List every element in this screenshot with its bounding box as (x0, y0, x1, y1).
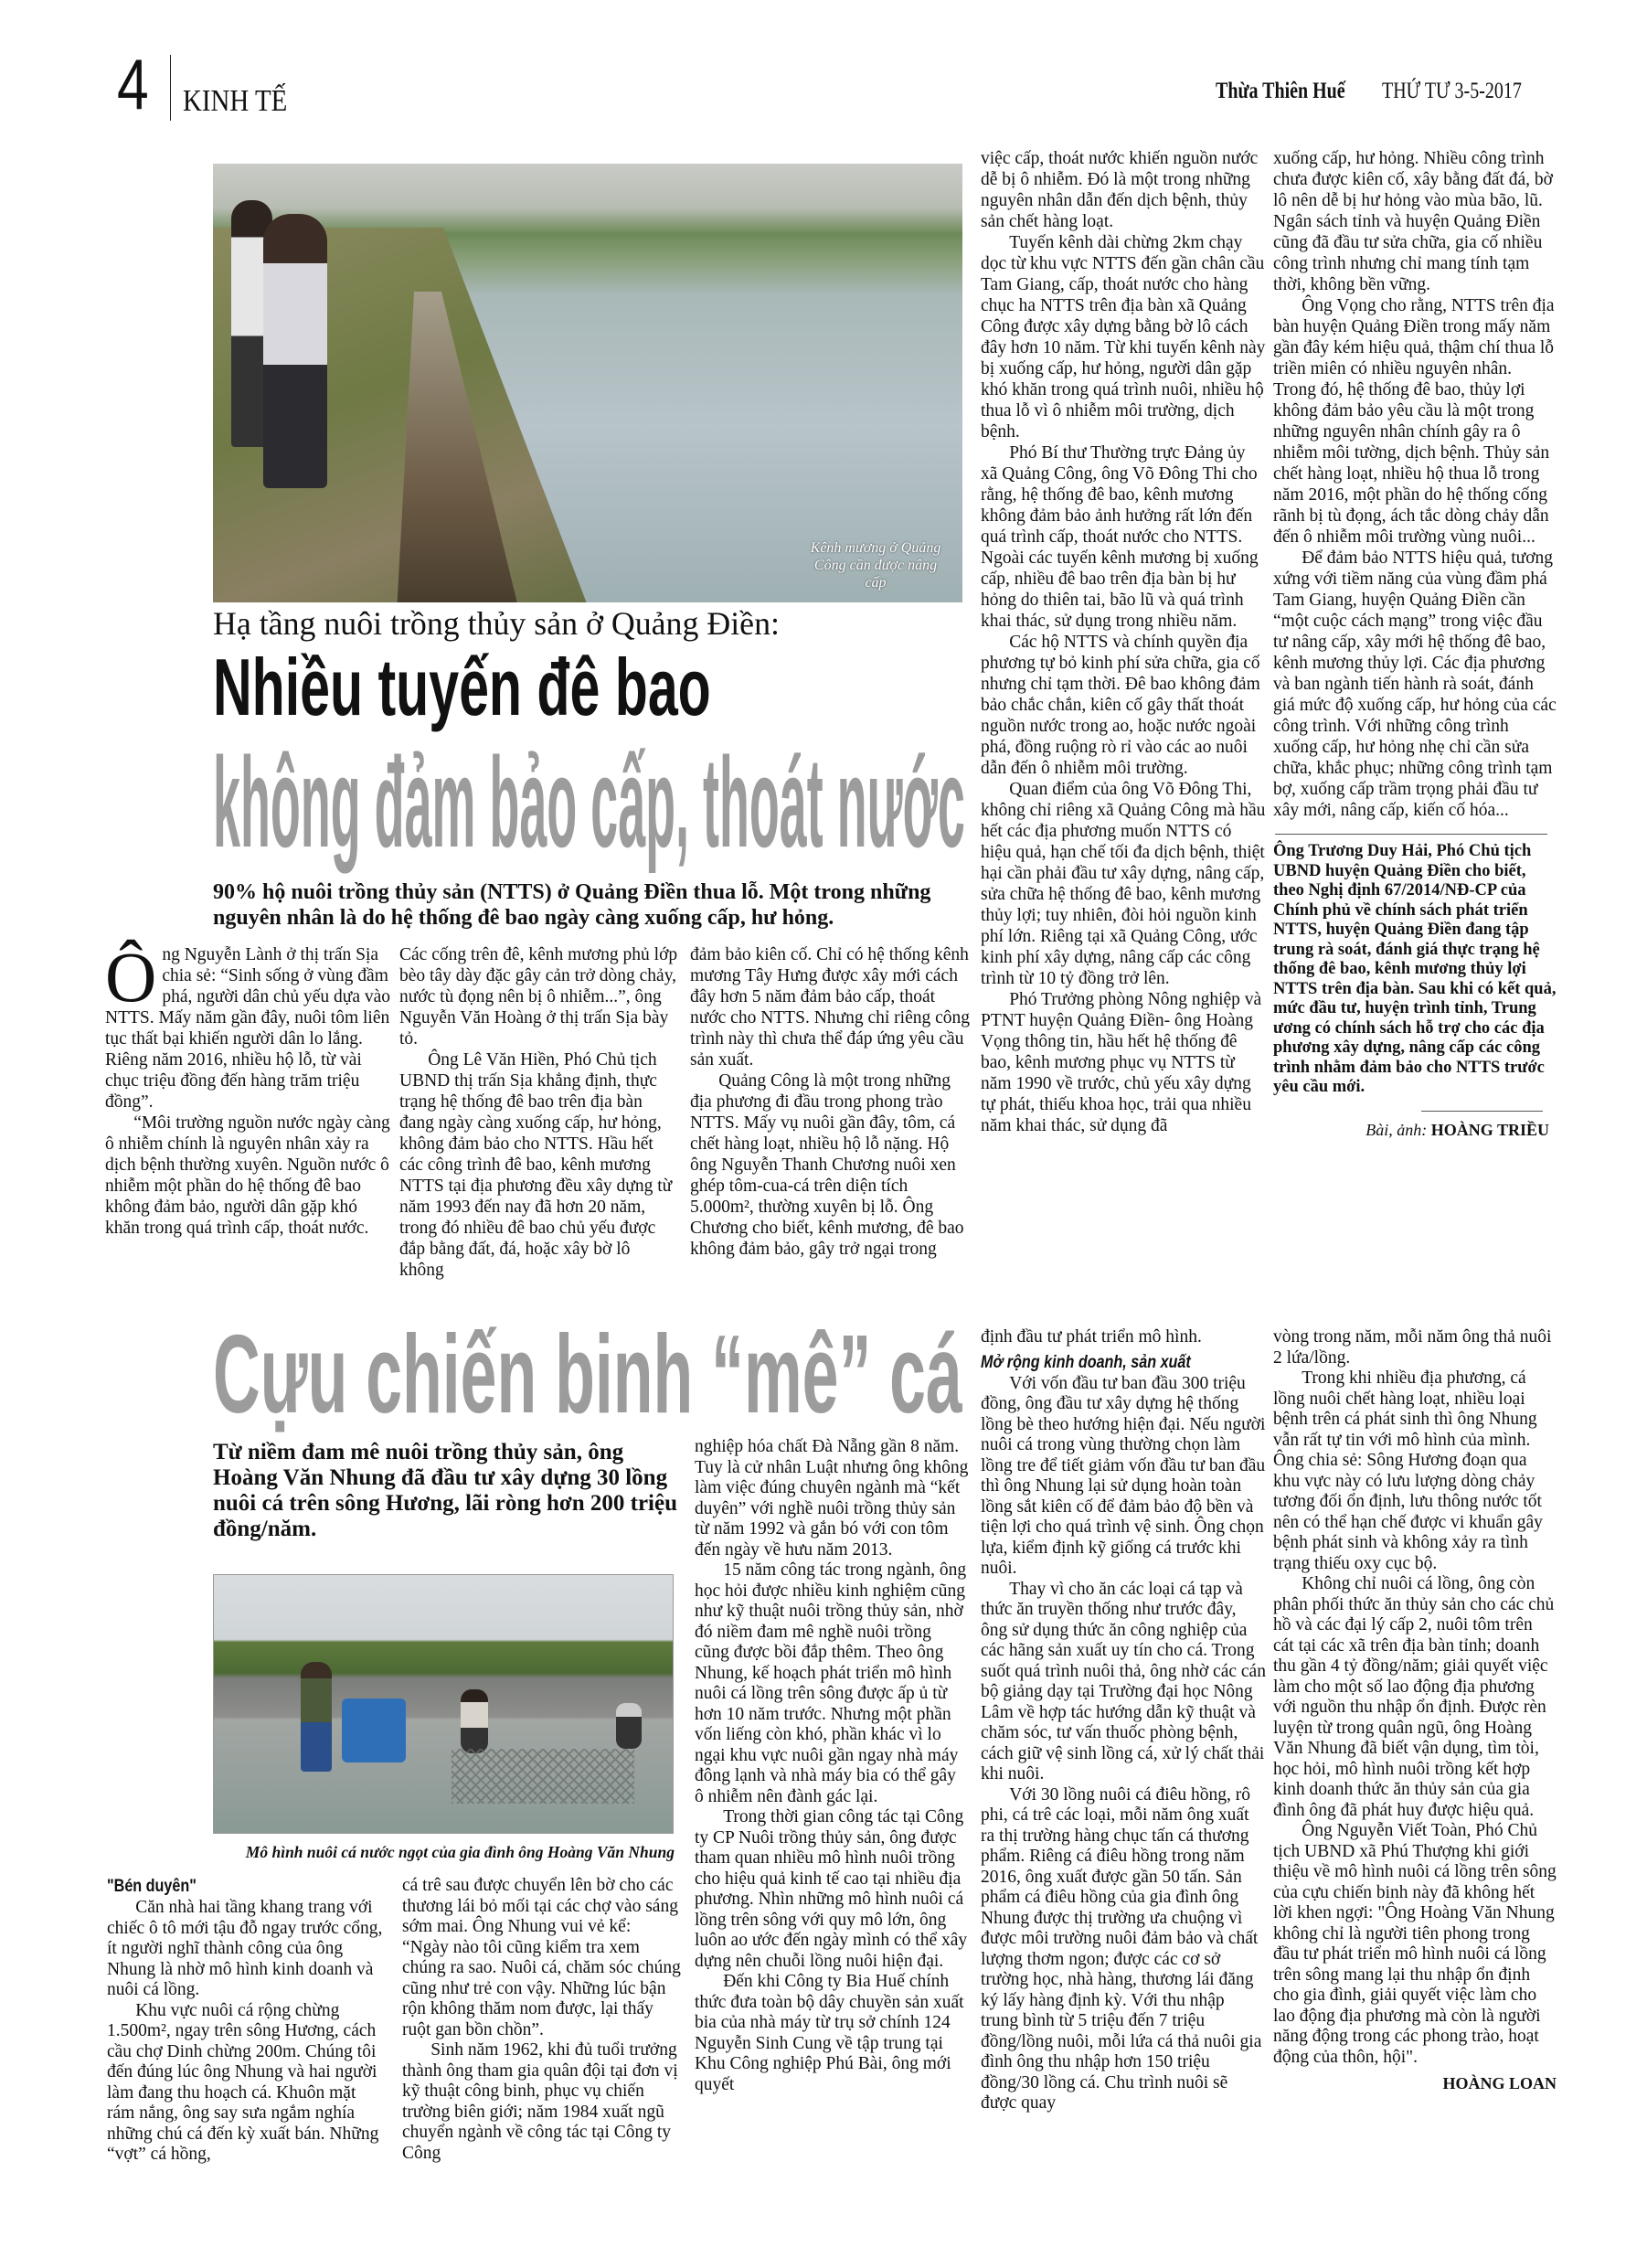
column-5 (1273, 148, 1557, 821)
photo-net (452, 1749, 634, 1804)
section-title: KINH TẾ (183, 84, 288, 118)
paragraph: định đầu tư phát triển mô hình. (981, 1327, 1202, 1347)
headline-text: Cựu chiến binh “mê” cá (213, 1312, 962, 1436)
article-kicker (213, 605, 780, 642)
paragraph: Ông Nguyễn Viết Toàn, Phó Chủ tịch UBND xã Phú Thượng khi giới thiệu về mô hình nuôi cá lồng trên sông của cựu chiến binh này đã không hết lời khen ngợi: "Ông Hoàng Văn Nhung không chỉ là người tiên phong trong đầu tư phát triển mô hình nuôi cá lồng trên sông mang lại thu nhập ổn định cho gia đình, giải quyết việc làm cho lao động địa phương mà còn là người năng động trong các phong trào, hoạt động của thôn, hội". (1273, 1821, 1557, 2067)
column-4 (981, 1327, 1266, 2114)
article-lead: 90% hộ nuôi trồng thủy sản (NTTS) ở Quảng Điền thua lỗ. Một trong những nguyên nhân là do hệ thống đê bao ngày càng xuống cấp, hư hỏng. (213, 880, 931, 930)
column-3 (690, 944, 973, 1260)
kicker-text: Hạ tầng nuôi trồng thủy sản ở Quảng Điền: (213, 605, 780, 642)
photo-person (263, 214, 327, 488)
photo-barrel (342, 1698, 406, 1762)
paragraph: Căn nhà hai tầng khang trang với chiếc ô tô mới tậu đỗ ngay trước cổng, ít người nghĩ thành công của ông Nhung là nhờ mô hình kinh doanh và nuôi cá lồng. (107, 1898, 383, 1999)
column-5 (1273, 1327, 1557, 2094)
photo-person (461, 1689, 488, 1753)
paragraph: Thay vì cho ăn các loại cá tạp và thức ăn truyền thống như trước đây, ông sử dụng thức ăn công nghiệp của các hãng sản xuất uy tín cho cá. Trong suốt quá trình nuôi thả, ông nhờ các cán bộ giảng dạy tại Trường đại học Nông Lâm về hợp tác hướng dẫn kỹ thuật và chăm sóc, tư vấn thuốc phòng bệnh, cách giữ vệ sinh lồng cá, xử lý chất thải khi nuôi. (981, 1579, 1266, 1784)
paragraph: vòng trong năm, mỗi năm ông thả nuôi 2 lứa/lồng. (1273, 1327, 1552, 1368)
paragraph: Các cống trên đê, kênh mương phủ lớp bèo tây dày đặc gây cản trở dòng chảy, nước tù đọng nên bị ô nhiễm...”, ông Nguyễn Văn Hoàng ở thị trấn Sịa bày tỏ. (399, 945, 678, 1049)
paragraph: Các hộ NTTS và chính quyền địa phương tự bỏ kinh phí sửa chữa, gia cố nhưng chỉ tạm thời. Đê bao không đảm bảo chắc chắn, kiên cố gây thất thoát nguồn nước trong ao, hoặc nước ngoài phá, đồng ruộng rò rỉ vào các ao nuôi dẫn đến ô nhiễm môi trường. (981, 633, 1260, 778)
paragraph: Quan điểm của ông Võ Đông Thi, không chỉ riêng xã Quảng Công mà hầu hết các địa phương muốn NTTS có hiệu quả, hạn chế tối đa dịch bệnh, thiệt hại cần phải đầu tư xây dựng, nâng cấp, sửa chữa hệ thống đê bao, kênh mương thủy lợi; tuy nhiên, đòi hỏi nguồn kinh phí lớn. Riêng tại xã Quảng Công, ước kinh phí xây dựng, nâng cấp các công trình từ 10 tỷ đồng trở lên. (981, 780, 1266, 988)
paragraph-text: ng Nguyễn Lành ở thị trấn Sịa chia sẻ: “Sinh sống ở vùng đầm phá, người dân chủ yếu dựa vào NTTS. Mấy năm gần đây, nuôi tôm liên tục thất bại khiến người dân lo lắng. Riêng năm 2016, nhiều hộ lỗ, từ vài chục triệu đồng đến hàng trăm triệu đồng”. (105, 945, 391, 1112)
paragraph: Khu vực nuôi cá rộng chừng 1.500m², ngay trên sông Hương, cách cầu chợ Dinh chừng 200m. Chúng tôi đến đúng lúc ông Nhung và hai người làm đang thu hoạch cá. Khuôn mặt rám nắng, ông say sưa ngắm nghía những chú cá đến kỳ xuất bán. Những “vợt” cá hồng, (107, 2000, 379, 2164)
photo-caption: Kênh mương ở Quảng Công cần được nâng cấp (810, 540, 941, 591)
paragraph: “Môi trường nguồn nước ngày càng ô nhiễm chính là nguyên nhân xảy ra dịch bệnh thường xuyên. Nguồn nước ô nhiễm một phần do hệ thống đê bao không đảm bảo, người dân gặp khó khăn trong quá trình cấp, thoát nước. (105, 1113, 390, 1238)
paragraph: Trong khi nhiều địa phương, cá lồng nuôi chết hàng loạt, nhiều loại bệnh trên cá phát sinh thì ông Nhung vẫn rất tự tin với mô hình của mình. Ông chia sẻ: Sông Hương đoạn qua khu vực này có lưu lượng dòng chảy tương đối ổn định, lưu thông nước tốt nên có thể hạn chế được vi khuẩn gây bệnh phát sinh và không xảy ra tình trạng thiếu oxy cục bộ. (1273, 1368, 1543, 1573)
sidebar-box: Ông Trương Duy Hải, Phó Chủ tịch UBND huyện Quảng Điền cho biết, theo Nghị định 67/2014/NĐ-CP của Chính phủ về chính sách phát triển NTTS, huyện Quảng Điền đang tập trung rà soát, đánh giá thực trạng hệ thống đê bao, kênh mương thủy lợi NTTS trên địa bàn. Sau khi có kết quả, mức đầu tư, huyện trình tỉnh, Trung ương có chính sách hỗ trợ cho các địa phương xây dựng, nâng cấp các công trình nhằm đảm bảo cho NTTS trước yêu cầu mới. (1273, 842, 1557, 1096)
paragraph: Ông Vọng cho rằng, NTTS trên địa bàn huyện Quảng Điền trong mấy năm gần đây kém hiệu quả, thậm chí thua lỗ triền miên có nhiều nguyên nhân. Trong đó, hệ thống đê bao, thủy lợi không đảm bảo yêu cầu là một trong những nguyên nhân chính gây ra ô nhiễm môi tường, dịch bệnh. Thủy sản chết hàng loạt, nhiều hộ thua lỗ trong năm 2016, một phần do hệ thống cống rãnh bị tù đọng, ách tắc dòng chảy dẫn đến ô nhiễm môi trường vùng nuôi... (1273, 296, 1555, 547)
paragraph: Không chỉ nuôi cá lồng, ông còn phân phối thức ăn thủy sản cho các chủ hồ và các đại lý cấp 2, nuôi tôm trên cát tại các xã trên địa bàn tỉnh; doanh thu gần 4 tỷ đồng/năm; giải quyết việc làm cho một số lao động địa phương với nguồn thu nhập ổn định. Được rèn luyện từ trong quân ngũ, ông Hoàng Văn Nhung đã biết vận dụng, tìm tòi, học hỏi, mô hình nuôi trồng kết hợp kinh doanh thức ăn thủy sản của gia đình ông đã phát huy được hiệu quả. (1273, 1574, 1555, 1820)
paragraph: Phó Trưởng phòng Nông nghiệp và PTNT huyện Quảng Điền- ông Hoàng Vọng thông tin, hầu hết hệ thống đê bao, kênh mương phục vụ NTTS từ năm 1990 về trước, chủ yếu xây dựng tự phát, thiếu khoa học, trải qua nhiều năm khai thác, sử dụng đã (981, 990, 1262, 1135)
paragraph: Với vốn đầu tư ban đầu 300 triệu đồng, ông đầu tư xây dựng hệ thống lồng bè theo hướng hiện đại. Nếu người nuôi cá trong vùng thường chọn làm lồng tre để tiết giảm vốn đầu tư ban đầu thì ông Nhung lại sử dụng hoàn toàn lồng sắt kiên cố để đảm bảo độ bền và tiện lợi cho quá trình vệ sinh. Ông chọn lựa, kiểm định kỹ giống cá trước khi nuôi. (981, 1373, 1266, 1578)
paragraph: Với 30 lồng nuôi cá điêu hồng, rô phi, cá trê các loại, mỗi năm ông xuất ra thị trường hàng chục tấn cá thương phẩm. Riêng cá điêu hồng trong năm 2016, ông xuất được gần 50 tấn. Sản phẩm cá điêu hồng của gia đình ông Nhung được thị trường ưa chuộng vì được môi trường nuôi đảm bảo và chất lượng thơm ngon; được các cơ sở trường học, nhà hàng, thương lái đăng ký lấy hàng định kỳ. Với thu nhập trung bình từ 5 triệu đến 7 triệu đồng/lồng nuôi, mỗi lứa cá thả nuôi gia đình ông thu nhập hơn 150 triệu đồng/30 lồng cá. Chu trình nuôi sẽ được quay (981, 1784, 1262, 2113)
photo-caption: Mô hình nuôi cá nước ngọt của gia đình ông Hoàng Văn Nhung (245, 1843, 675, 1861)
headline (213, 1312, 962, 1436)
paragraph: Trong thời gian công tác tại Công ty CP Nuôi trồng thủy sản, ông được tham quan nhiều mô hình nuôi trồng cho hiệu quả kinh tế cao tại nhiều địa phương. Nhìn những mô hình nuôi cá lồng trên sông với quy mô lớn, ông luôn ao ước đến ngày mình có thể xây dựng nên chuỗi lồng nuôi hiện đại. (695, 1807, 968, 1971)
paragraph (105, 937, 393, 1113)
headline-line2 (213, 730, 965, 874)
subheading: "Bén duyên" (107, 1877, 197, 1896)
headline-text: Nhiều tuyến đê bao (213, 642, 711, 732)
photo-person (616, 1703, 642, 1749)
paragraph: nghiệp hóa chất Đà Nẵng gần 8 năm. Tuy là cử nhân Luật nhưng ông không làm việc đúng chuyên ngành mà “kết duyên” với nghề nuôi trồng thủy sản từ năm 1992 và gắn bó với con tôm đến ngày về hưu năm 2013. (695, 1437, 969, 1560)
paragraph: cá trê sau được chuyển lên bờ cho các thương lái bỏ mối tại các chợ vào sáng sớm mai. Ông Nhung vui vẻ kể: “Ngày nào tôi cũng kiểm tra xem chúng ra sao. Nuôi cá, chăm sóc chúng cũng như trẻ con vậy. Những lúc bận rộn không thăm nom được, lại thấy ruột gan bồn chồn”. (402, 1876, 681, 2039)
headline-line1 (213, 642, 711, 732)
article-lead: Từ niềm đam mê nuôi trồng thủy sản, ông Hoàng Văn Nhung đã đầu tư xây dựng 30 lồng nuôi cá trên sông Hương, lãi ròng hơn 200 triệu đồng/năm. (213, 1440, 678, 1541)
issue-date: THỨ TƯ 3-5-2017 (1382, 79, 1522, 103)
column-2 (402, 1876, 681, 2164)
byline-label: Bài, ảnh: (1365, 1120, 1428, 1139)
photo-person (301, 1662, 332, 1772)
paragraph: xuống cấp, hư hỏng. Nhiều công trình chưa được kiên cố, xây bằng đất đá, bờ lô nên dễ bị hư hỏng vào mùa bão, lũ. Ngân sách tỉnh và huyện Quảng Điền cũng đã đầu tư sửa chữa, gia cố nhiều công trình nhưng chỉ mang tính tạm thời, không bền vững. (1273, 149, 1553, 294)
column-4 (981, 148, 1266, 1136)
byline-author: HOÀNG TRIỀU (1430, 1120, 1549, 1139)
byline (1273, 1121, 1557, 1140)
byline-divider (1421, 1111, 1543, 1112)
headline-text: không đảm bảo cấp, thoát nước (213, 730, 965, 874)
column-1 (105, 937, 393, 1239)
paragraph: Phó Bí thư Thường trực Đảng ủy xã Quảng Công, ông Võ Đông Thi cho rằng, hệ thống đê bao, kênh mương không đảm bảo ảnh hưởng rất lớn đến quá trình cấp, thoát nước cho NTTS. Ngoài các tuyến kênh mương bị xuống cấp, nhiều đê bao trên địa bàn bị hư hỏng do thiên tai, bão lũ và quá trình khai thác, sử dụng trong nhiều năm. (981, 443, 1259, 631)
paragraph: Quảng Công là một trong những địa phương đi đầu trong phong trào NTTS. Mấy vụ nuôi gần đây, tôm, cá chết hàng loạt, nhiều hộ lỗ nặng. Hộ ông Nguyễn Thanh Chương nuôi xen ghép tôm-cua-cá trên diện tích 5.000m², thường xuyên bị lỗ. Ông Chương cho biết, kênh mương, đê bao không đảm bảo, gây trở ngại trong (690, 1071, 964, 1259)
column-2 (399, 944, 678, 1281)
column-1 (107, 1876, 386, 2166)
paragraph: việc cấp, thoát nước khiến nguồn nước dễ bị ô nhiễm. Đó là một trong những nguyên nhân dẫn đến dịch bệnh, thủy sản chết hàng loạt. (981, 149, 1259, 231)
paragraph: Đến khi Công ty Bia Huế chính thức đưa toàn bộ dây chuyền sản xuất bia của nhà máy từ trụ sở chính 124 Nguyễn Sinh Cung về tập trung tại Khu Công nghiệp Phú Bài, ông mới quyết (695, 1972, 964, 2094)
paragraph: Ông Lê Văn Hiền, Phó Chủ tịch UBND thị trấn Sịa khẳng định, thực trạng hệ thống đê bao trên địa bàn đang ngày càng xuống cấp, hư hỏng, không đảm bảo cho NTTS. Hầu hết các công trình đê bao, kênh mương NTTS tại địa phương đều xây dựng từ năm 1993 đến nay đã hơn 20 năm, trong đó nhiều đê bao chủ yếu được đắp bằng đất, đá, hoặc xây bờ lô không (399, 1050, 673, 1280)
page-number: 4 (117, 44, 149, 124)
paragraph: 15 năm công tác trong ngành, ông học hỏi được nhiều kinh nghiệm cũng như kỹ thuật nuôi trồng thủy sản, nhờ đó niềm đam mê nghề nuôi trồng cũng được bồi đắp thêm. Theo ông Nhung, kế hoạch phát triển mô hình nuôi cá lồng trên sông được ấp ủ từ hơn 10 năm trước. Nhưng một phần vốn liếng còn khó, phần khác vì lo ngại khu vực nuôi gần ngay nhà máy đông lạnh và nhà máy bia có thể gây ô nhiễm nên đành gác lại. (695, 1560, 967, 1806)
column-3 (695, 1437, 969, 2095)
subheading: Mở rộng kinh doanh, sản xuất (981, 1352, 1191, 1372)
paragraph: Để đảm bảo NTTS hiệu quả, tương xứng với tiềm năng của vùng đầm phá Tam Giang, huyện Quảng Điền cần “một cuộc cách mạng” trong việc đầu tư nâng cấp, xây mới hệ thống đê bao, kênh mương thủy lợi. Các địa phương và ban ngành tiến hành rà soát, đánh giá mức độ xuống cấp, hư hỏng của các công trình. Với những công trình xuống cấp, hư hỏng nhẹ chỉ cần sửa chữa, khắc phục; những công trình tạm bợ, xuống cấp trầm trọng phải đầu tư xây mới, nâng cấp, kiến cố hóa... (1273, 548, 1557, 820)
paragraph: Tuyến kênh dài chừng 2km chạy dọc từ khu vực NTTS đến gần chân cầu Tam Giang, cấp, thoát nước cho hàng chục ha NTTS trên địa bàn xã Quảng Công được xây dựng bằng bờ lô cách đây hơn 10 năm. Từ khi tuyến kênh này bị xuống cấp, hư hỏng, người dân gặp khó khăn trong quá trình nuôi, nhiều hộ thua lỗ vì ô nhiễm môi trường, dịch bệnh. (981, 233, 1266, 442)
byline-author: HOÀNG LOAN (1442, 2074, 1557, 2092)
paragraph: đảm bảo kiên cố. Chỉ có hệ thống kênh mương Tây Hưng được xây mới cách đây hơn 5 năm đảm bảo cấp, thoát nước cho NTTS. Nhưng chỉ riêng công trình này thì chưa thể đáp ứng yêu cầu sản xuất. (690, 945, 971, 1070)
fish-farm-photo (213, 1574, 674, 1834)
drop-cap: Ô (105, 937, 157, 1017)
canal-photo (213, 164, 962, 602)
header-divider (170, 55, 171, 121)
column-5-with-box (1273, 148, 1557, 1140)
newspaper-name: Thừa Thiên Huế (1216, 79, 1345, 103)
paragraph: Sinh năm 1962, khi đủ tuổi trưởng thành ông tham gia quân đội tại đơn vị kỹ thuật công binh, phục vụ chiến trường biên giới; năm 1984 xuất ngũ chuyển ngành về công tác tại Công ty Công (402, 2040, 678, 2163)
box-divider (1275, 834, 1547, 835)
